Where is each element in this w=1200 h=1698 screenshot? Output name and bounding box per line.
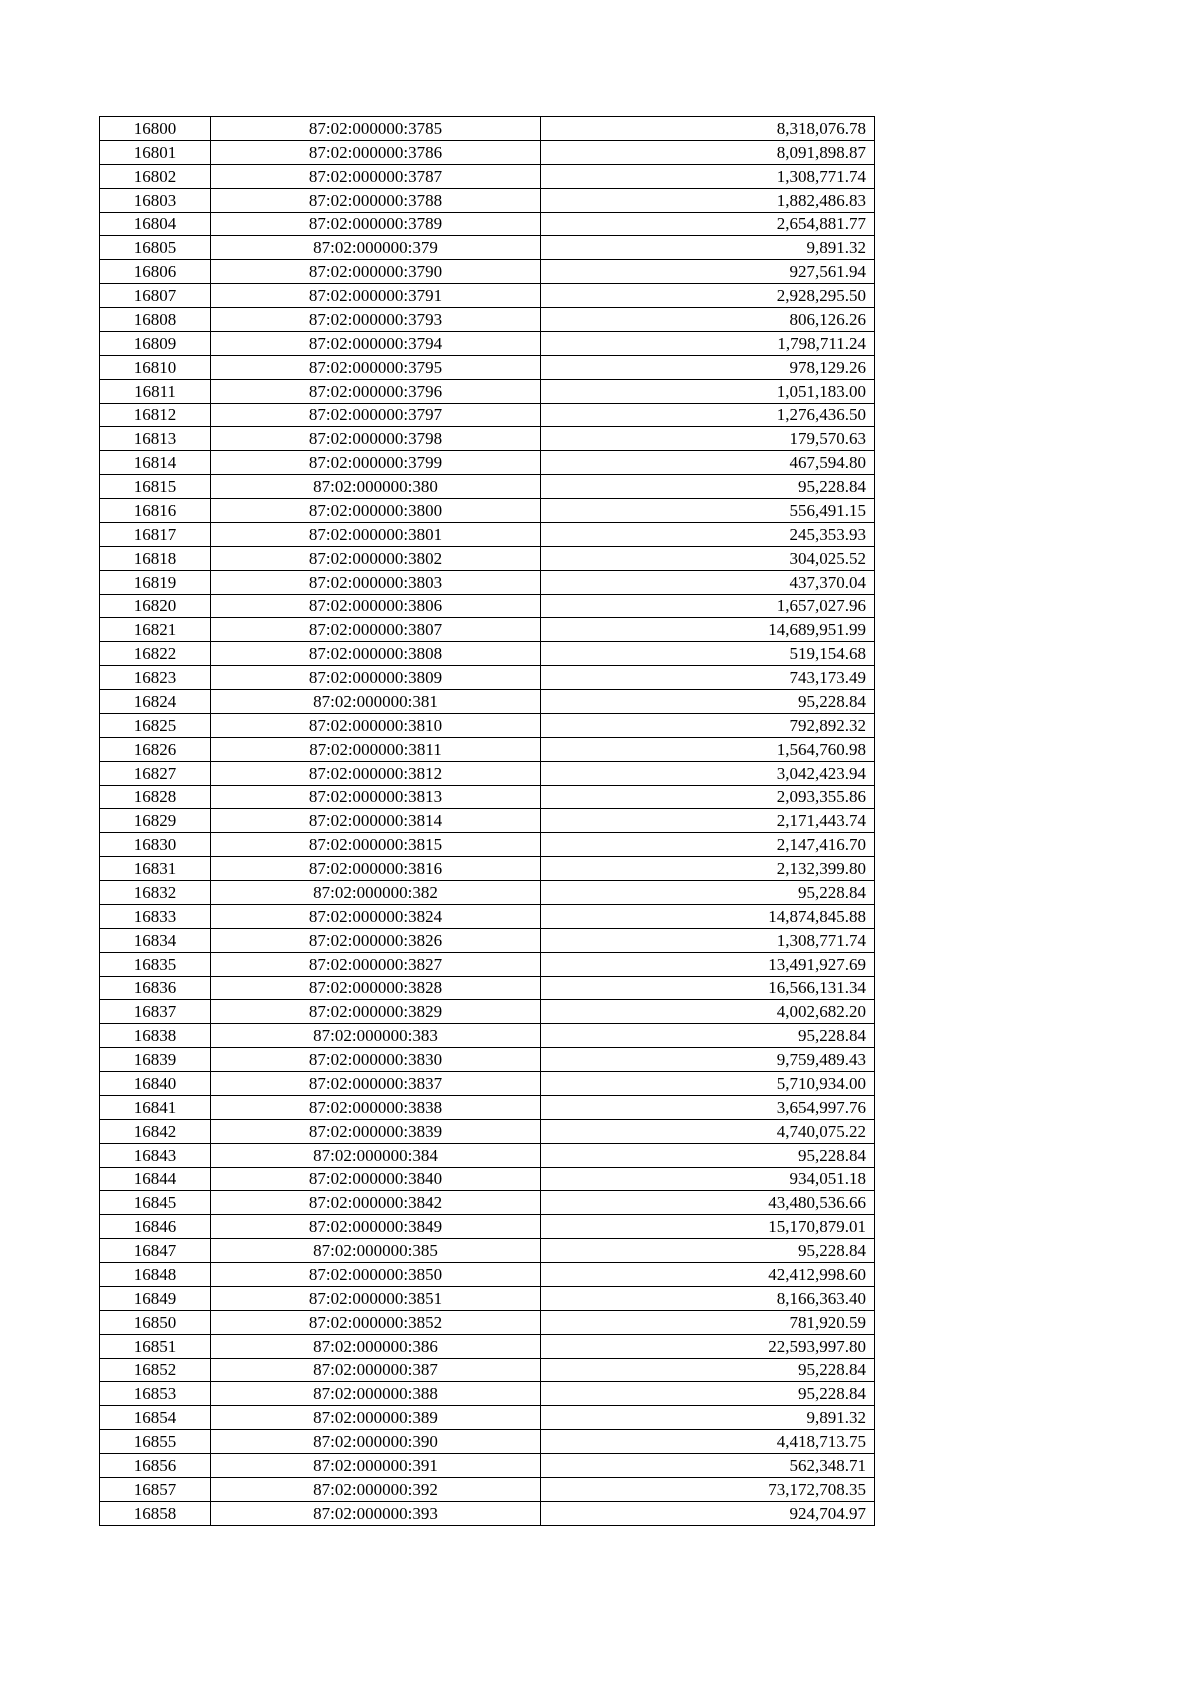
value-cell: 4,002,682.20 [541,1000,875,1024]
value-cell: 2,132,399.80 [541,857,875,881]
cadastral-number-cell: 87:02:000000:392 [211,1477,541,1501]
table-row [100,284,875,308]
row-number-cell: 16853 [100,1382,211,1406]
value-cell: 8,318,076.78 [541,117,875,141]
table-row [100,140,875,164]
value-cell: 437,370.04 [541,570,875,594]
cadastral-number-cell: 87:02:000000:3840 [211,1167,541,1191]
cadastral-number-cell: 87:02:000000:3806 [211,594,541,618]
cadastral-number-cell: 87:02:000000:3803 [211,570,541,594]
table-row [100,475,875,499]
table-row [100,952,875,976]
cadastral-number-cell: 87:02:000000:383 [211,1024,541,1048]
table-row [100,881,875,905]
value-cell: 95,228.84 [541,1382,875,1406]
value-cell: 2,171,443.74 [541,809,875,833]
value-cell: 43,480,536.66 [541,1191,875,1215]
value-cell: 16,566,131.34 [541,976,875,1000]
table-row [100,379,875,403]
value-cell: 792,892.32 [541,713,875,737]
table-row [100,1215,875,1239]
value-cell: 8,166,363.40 [541,1286,875,1310]
value-cell: 95,228.84 [541,690,875,714]
value-cell: 924,704.97 [541,1501,875,1525]
cadastral-number-cell: 87:02:000000:3786 [211,140,541,164]
row-number-cell: 16847 [100,1239,211,1263]
value-cell: 2,928,295.50 [541,284,875,308]
cadastral-number-cell: 87:02:000000:3838 [211,1095,541,1119]
cadastral-number-cell: 87:02:000000:3796 [211,379,541,403]
table-row [100,785,875,809]
row-number-cell: 16825 [100,713,211,737]
value-cell: 95,228.84 [541,881,875,905]
table-row [100,1501,875,1525]
value-cell: 806,126.26 [541,308,875,332]
table-row [100,1334,875,1358]
value-cell: 9,891.32 [541,1406,875,1430]
table-row [100,928,875,952]
table-row [100,1143,875,1167]
row-number-cell: 16835 [100,952,211,976]
cadastral-number-cell: 87:02:000000:389 [211,1406,541,1430]
row-number-cell: 16842 [100,1119,211,1143]
table-row [100,618,875,642]
value-cell: 8,091,898.87 [541,140,875,164]
value-cell: 3,042,423.94 [541,761,875,785]
row-number-cell: 16857 [100,1477,211,1501]
table-row [100,1024,875,1048]
value-cell: 14,689,951.99 [541,618,875,642]
cadastral-number-cell: 87:02:000000:388 [211,1382,541,1406]
row-number-cell: 16813 [100,427,211,451]
value-cell: 519,154.68 [541,642,875,666]
value-cell: 42,412,998.60 [541,1263,875,1287]
cadastral-number-cell: 87:02:000000:381 [211,690,541,714]
table-row [100,666,875,690]
cadastral-number-cell: 87:02:000000:3785 [211,117,541,141]
table-row [100,1454,875,1478]
table-row [100,1406,875,1430]
table-row [100,260,875,284]
cadastral-number-cell: 87:02:000000:3839 [211,1119,541,1143]
cadastral-number-cell: 87:02:000000:3826 [211,928,541,952]
value-cell: 934,051.18 [541,1167,875,1191]
cadastral-number-cell: 87:02:000000:3830 [211,1048,541,1072]
value-cell: 1,882,486.83 [541,188,875,212]
cadastral-number-cell: 87:02:000000:379 [211,236,541,260]
table-row [100,761,875,785]
cadastral-number-cell: 87:02:000000:3802 [211,546,541,570]
row-number-cell: 16841 [100,1095,211,1119]
row-number-cell: 16856 [100,1454,211,1478]
table-row [100,451,875,475]
row-number-cell: 16802 [100,164,211,188]
table-row [100,546,875,570]
value-cell: 4,740,075.22 [541,1119,875,1143]
row-number-cell: 16851 [100,1334,211,1358]
row-number-cell: 16823 [100,666,211,690]
value-cell: 95,228.84 [541,475,875,499]
table-row [100,570,875,594]
row-number-cell: 16846 [100,1215,211,1239]
value-cell: 743,173.49 [541,666,875,690]
cadastral-number-cell: 87:02:000000:3812 [211,761,541,785]
table-body [100,117,875,1526]
table-row [100,833,875,857]
value-cell: 927,561.94 [541,260,875,284]
row-number-cell: 16843 [100,1143,211,1167]
cadastral-number-cell: 87:02:000000:3813 [211,785,541,809]
cadastral-number-cell: 87:02:000000:3828 [211,976,541,1000]
cadastral-number-cell: 87:02:000000:3800 [211,499,541,523]
cadastral-number-cell: 87:02:000000:380 [211,475,541,499]
row-number-cell: 16820 [100,594,211,618]
table-row [100,690,875,714]
value-cell: 95,228.84 [541,1143,875,1167]
row-number-cell: 16830 [100,833,211,857]
value-cell: 1,657,027.96 [541,594,875,618]
row-number-cell: 16831 [100,857,211,881]
cadastral-number-cell: 87:02:000000:3811 [211,737,541,761]
table-row [100,1286,875,1310]
row-number-cell: 16810 [100,355,211,379]
row-number-cell: 16807 [100,284,211,308]
value-cell: 1,308,771.74 [541,928,875,952]
table-row [100,117,875,141]
cadastral-number-cell: 87:02:000000:3852 [211,1310,541,1334]
cadastral-number-cell: 87:02:000000:3850 [211,1263,541,1287]
row-number-cell: 16803 [100,188,211,212]
table-row [100,594,875,618]
cadastral-number-cell: 87:02:000000:3842 [211,1191,541,1215]
table-row [100,1095,875,1119]
row-number-cell: 16832 [100,881,211,905]
row-number-cell: 16848 [100,1263,211,1287]
row-number-cell: 16833 [100,904,211,928]
cadastral-number-cell: 87:02:000000:3851 [211,1286,541,1310]
row-number-cell: 16855 [100,1430,211,1454]
table-row [100,1310,875,1334]
cadastral-number-cell: 87:02:000000:3791 [211,284,541,308]
row-number-cell: 16801 [100,140,211,164]
row-number-cell: 16800 [100,117,211,141]
row-number-cell: 16804 [100,212,211,236]
row-number-cell: 16845 [100,1191,211,1215]
value-cell: 73,172,708.35 [541,1477,875,1501]
value-cell: 3,654,997.76 [541,1095,875,1119]
table-row [100,1072,875,1096]
table-row [100,1000,875,1024]
table-row [100,308,875,332]
value-cell: 2,654,881.77 [541,212,875,236]
value-cell: 556,491.15 [541,499,875,523]
cadastral-number-cell: 87:02:000000:3827 [211,952,541,976]
value-cell: 14,874,845.88 [541,904,875,928]
value-cell: 4,418,713.75 [541,1430,875,1454]
table-row [100,236,875,260]
row-number-cell: 16815 [100,475,211,499]
value-cell: 978,129.26 [541,355,875,379]
cadastral-number-cell: 87:02:000000:386 [211,1334,541,1358]
cadastral-number-cell: 87:02:000000:3797 [211,403,541,427]
cadastral-number-cell: 87:02:000000:3794 [211,331,541,355]
row-number-cell: 16839 [100,1048,211,1072]
row-number-cell: 16849 [100,1286,211,1310]
value-cell: 2,147,416.70 [541,833,875,857]
cadastral-number-cell: 87:02:000000:3809 [211,666,541,690]
row-number-cell: 16817 [100,522,211,546]
value-cell: 5,710,934.00 [541,1072,875,1096]
cadastral-number-cell: 87:02:000000:3789 [211,212,541,236]
table-row [100,212,875,236]
value-cell: 179,570.63 [541,427,875,451]
row-number-cell: 16838 [100,1024,211,1048]
table-row [100,331,875,355]
cadastral-number-cell: 87:02:000000:3790 [211,260,541,284]
cadastral-number-cell: 87:02:000000:391 [211,1454,541,1478]
table-row [100,1382,875,1406]
cadastral-number-cell: 87:02:000000:3810 [211,713,541,737]
table-row [100,1358,875,1382]
row-number-cell: 16854 [100,1406,211,1430]
value-cell: 304,025.52 [541,546,875,570]
table-row [100,1048,875,1072]
value-cell: 781,920.59 [541,1310,875,1334]
value-cell: 95,228.84 [541,1024,875,1048]
table-row [100,1430,875,1454]
table-row [100,403,875,427]
row-number-cell: 16824 [100,690,211,714]
table-row [100,499,875,523]
cadastral-number-cell: 87:02:000000:3837 [211,1072,541,1096]
table-row [100,355,875,379]
cadastral-number-cell: 87:02:000000:3801 [211,522,541,546]
value-cell: 245,353.93 [541,522,875,546]
table-row [100,642,875,666]
cadastral-number-cell: 87:02:000000:3808 [211,642,541,666]
value-cell: 13,491,927.69 [541,952,875,976]
cadastral-number-cell: 87:02:000000:3788 [211,188,541,212]
cadastral-number-cell: 87:02:000000:3795 [211,355,541,379]
row-number-cell: 16829 [100,809,211,833]
table-row [100,164,875,188]
table-row [100,1239,875,1263]
row-number-cell: 16844 [100,1167,211,1191]
value-cell: 95,228.84 [541,1358,875,1382]
row-number-cell: 16837 [100,1000,211,1024]
row-number-cell: 16809 [100,331,211,355]
row-number-cell: 16850 [100,1310,211,1334]
value-cell: 2,093,355.86 [541,785,875,809]
cadastral-number-cell: 87:02:000000:3807 [211,618,541,642]
row-number-cell: 16821 [100,618,211,642]
row-number-cell: 16808 [100,308,211,332]
table-row [100,1167,875,1191]
cadastral-number-cell: 87:02:000000:382 [211,881,541,905]
row-number-cell: 16818 [100,546,211,570]
cadastral-number-cell: 87:02:000000:3793 [211,308,541,332]
row-number-cell: 16840 [100,1072,211,1096]
value-cell: 15,170,879.01 [541,1215,875,1239]
row-number-cell: 16836 [100,976,211,1000]
row-number-cell: 16806 [100,260,211,284]
value-cell: 467,594.80 [541,451,875,475]
cadastral-number-cell: 87:02:000000:3814 [211,809,541,833]
row-number-cell: 16814 [100,451,211,475]
data-table [99,116,875,1526]
cadastral-number-cell: 87:02:000000:387 [211,1358,541,1382]
row-number-cell: 16822 [100,642,211,666]
value-cell: 1,798,711.24 [541,331,875,355]
table-row [100,427,875,451]
row-number-cell: 16852 [100,1358,211,1382]
value-cell: 9,891.32 [541,236,875,260]
row-number-cell: 16834 [100,928,211,952]
table-row [100,976,875,1000]
cadastral-number-cell: 87:02:000000:3849 [211,1215,541,1239]
table-row [100,904,875,928]
value-cell: 9,759,489.43 [541,1048,875,1072]
value-cell: 1,308,771.74 [541,164,875,188]
row-number-cell: 16858 [100,1501,211,1525]
table-row [100,1263,875,1287]
row-number-cell: 16816 [100,499,211,523]
table-row [100,1477,875,1501]
row-number-cell: 16827 [100,761,211,785]
row-number-cell: 16826 [100,737,211,761]
cadastral-number-cell: 87:02:000000:3824 [211,904,541,928]
cadastral-number-cell: 87:02:000000:390 [211,1430,541,1454]
table-row [100,737,875,761]
cadastral-number-cell: 87:02:000000:3798 [211,427,541,451]
row-number-cell: 16828 [100,785,211,809]
cadastral-number-cell: 87:02:000000:384 [211,1143,541,1167]
value-cell: 1,276,436.50 [541,403,875,427]
row-number-cell: 16811 [100,379,211,403]
table-row [100,809,875,833]
value-cell: 562,348.71 [541,1454,875,1478]
row-number-cell: 16812 [100,403,211,427]
value-cell: 22,593,997.80 [541,1334,875,1358]
cadastral-number-cell: 87:02:000000:3787 [211,164,541,188]
table-row [100,522,875,546]
value-cell: 95,228.84 [541,1239,875,1263]
value-cell: 1,564,760.98 [541,737,875,761]
row-number-cell: 16819 [100,570,211,594]
cadastral-number-cell: 87:02:000000:3799 [211,451,541,475]
table-row [100,188,875,212]
table-row [100,1191,875,1215]
cadastral-number-cell: 87:02:000000:385 [211,1239,541,1263]
row-number-cell: 16805 [100,236,211,260]
table-row [100,857,875,881]
cadastral-number-cell: 87:02:000000:3829 [211,1000,541,1024]
cadastral-number-cell: 87:02:000000:3815 [211,833,541,857]
table-row [100,713,875,737]
cadastral-number-cell: 87:02:000000:3816 [211,857,541,881]
cadastral-number-cell: 87:02:000000:393 [211,1501,541,1525]
value-cell: 1,051,183.00 [541,379,875,403]
table-row [100,1119,875,1143]
